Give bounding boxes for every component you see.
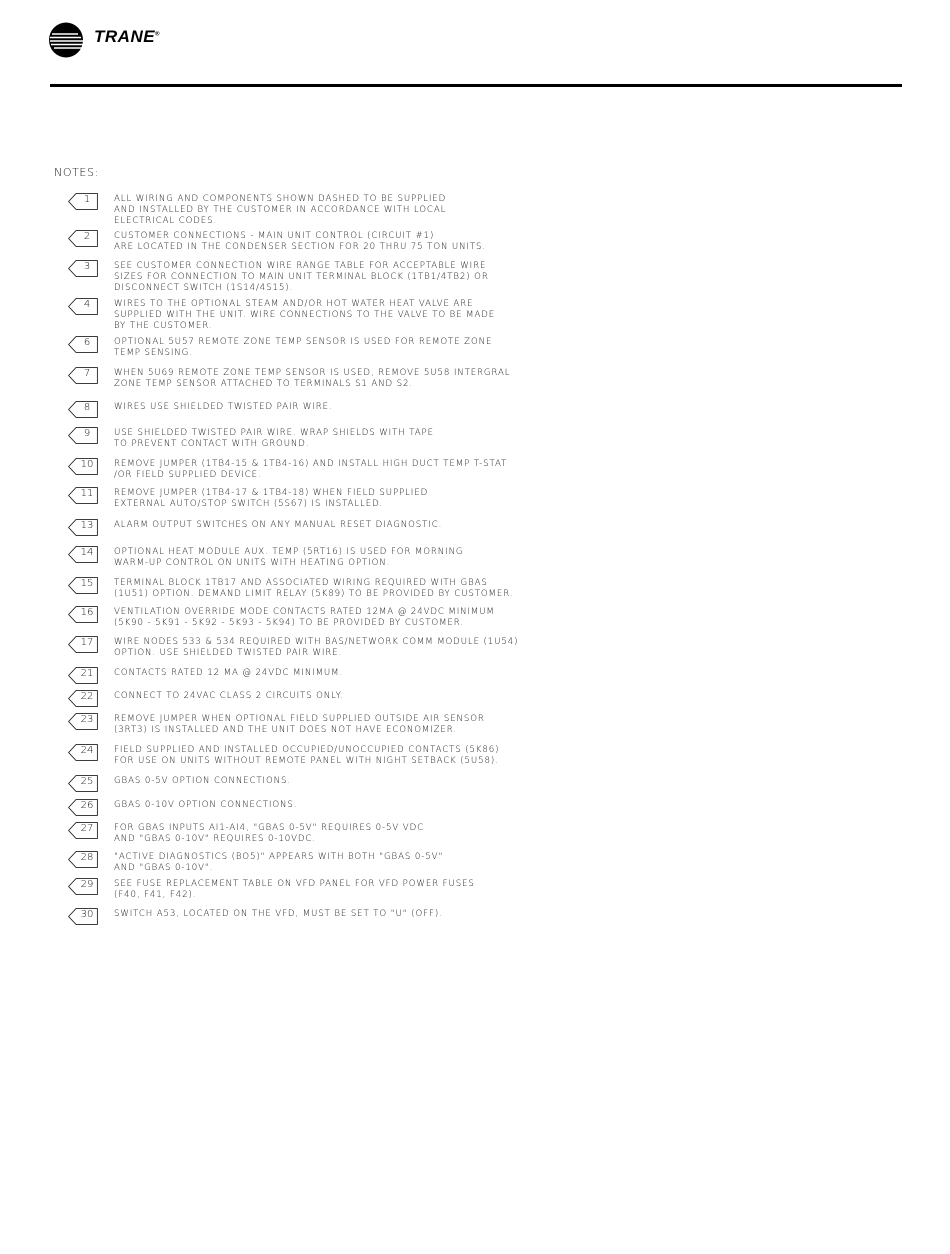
- note-number: 11: [80, 488, 94, 499]
- note-number: 21: [80, 668, 94, 679]
- note-number-tag: [68, 908, 98, 924]
- note-number: 15: [80, 578, 94, 589]
- note-number-tag: [68, 577, 98, 593]
- note-number-tag: [68, 546, 98, 562]
- note-number-tag: [68, 713, 98, 729]
- note-number: 22: [80, 691, 94, 702]
- note-number-tag: [68, 367, 98, 383]
- trane-logo: [48, 21, 188, 59]
- note-number: 1: [83, 194, 91, 205]
- note-number-tag: [68, 878, 98, 894]
- note-number-tag: [68, 458, 98, 474]
- note-number-tag: [68, 799, 98, 815]
- note-text: OPTIONAL 5U57 REMOTE ZONE TEMP SENSOR IS USED FOR REMOTE ZONE TEMP SENSING.: [114, 337, 493, 358]
- trane-globe-icon: [48, 21, 88, 59]
- note-number: 9: [83, 428, 91, 439]
- note-number-tag: [68, 606, 98, 622]
- note-text: CONNECT TO 24VAC CLASS 2 CIRCUITS ONLY.: [114, 691, 344, 701]
- note-number-tag: [68, 260, 98, 276]
- note-number: 28: [80, 852, 94, 863]
- note-text: SEE CUSTOMER CONNECTION WIRE RANGE TABLE FOR ACCEPTABLE WIRE SIZES FOR CONNECTION TO MAIN UNIT TERMINAL BLOCK (1TB1/4TB2) OR DISCONNECT SWITCH (1S14/4S15).: [114, 261, 489, 293]
- note-number-tag: [68, 851, 98, 867]
- note-number: 29: [80, 879, 94, 890]
- note-number-tag: [68, 775, 98, 791]
- note-text: GBAS 0-10V OPTION CONNECTIONS.: [114, 800, 298, 810]
- note-text: SWITCH A53, LOCATED ON THE VFD, MUST BE SET TO "U" (OFF).: [114, 909, 443, 919]
- note-number-tag: [68, 487, 98, 503]
- note-number: 10: [80, 459, 94, 470]
- note-text: USE SHIELDED TWISTED PAIR WIRE. WRAP SHIELDS WITH TAPE TO PREVENT CONTACT WITH GROUND.: [114, 428, 434, 449]
- note-text: "ACTIVE DIAGNOSTICS (BO5)" APPEARS WITH BOTH "GBAS 0-5V" AND "GBAS 0-10V".: [114, 852, 444, 873]
- note-number-tag: [68, 744, 98, 760]
- note-number-tag: [68, 193, 98, 209]
- note-text: REMOVE JUMPER WHEN OPTIONAL FIELD SUPPLIED OUTSIDE AIR SENSOR (3RT3) IS INSTALLED AND THE UNIT DOES NOT HAVE ECONOMIZER.: [114, 714, 485, 735]
- note-number: 6: [83, 337, 91, 348]
- note-text: WIRE NODES 533 & 534 REQUIRED WITH BAS/NETWORK COMM MODULE (1U54) OPTION. USE SHIELDED TWISTED PAIR WIRE.: [114, 637, 519, 658]
- note-text: REMOVE JUMPER (1TB4-17 & 1TB4-18) WHEN FIELD SUPPLIED EXTERNAL AUTO/STOP SWITCH (5S67) IS INSTALLED.: [114, 488, 429, 509]
- note-text: GBAS 0-5V OPTION CONNECTIONS.: [114, 776, 291, 786]
- brand-wordmark: TRANE®: [94, 27, 160, 46]
- note-number-tag: [68, 401, 98, 417]
- note-text: FOR GBAS INPUTS AI1-AI4, "GBAS 0-5V" REQUIRES 0-5V VDC AND "GBAS 0-10V" REQUIRES 0-10VDC.: [114, 823, 424, 844]
- note-number-tag: [68, 230, 98, 246]
- page-header: [0, 0, 950, 90]
- note-number: 14: [80, 547, 94, 558]
- note-number: 17: [80, 637, 94, 648]
- note-text: FIELD SUPPLIED AND INSTALLED OCCUPIED/UNOCCUPIED CONTACTS (5K86) FOR USE ON UNITS WITHOUT REMOTE PANEL WITH NIGHT SETBACK (5U58).: [114, 745, 500, 766]
- note-number: 13: [80, 520, 94, 531]
- note-text: VENTILATION OVERRIDE MODE CONTACTS RATED 12MA @ 24VDC MINIMUM (5K90 - 5K91 - 5K92 - 5K93 - 5K94) TO BE PROVIDED BY CUSTOMER.: [114, 607, 495, 628]
- note-number: 7: [83, 368, 91, 379]
- note-text: WIRES USE SHIELDED TWISTED PAIR WIRE.: [114, 402, 333, 412]
- note-text: TERMINAL BLOCK 1TB17 AND ASSOCIATED WIRING REQUIRED WITH GBAS (1U51) OPTION. DEMAND LIMIT RELAY (5K89) TO BE PROVIDED BY CUSTOMER.: [114, 578, 514, 599]
- note-number: 24: [80, 745, 94, 756]
- note-text: ALARM OUTPUT SWITCHES ON ANY MANUAL RESET DIAGNOSTIC.: [114, 520, 443, 530]
- note-number: 23: [80, 714, 94, 725]
- note-number: 16: [80, 607, 94, 618]
- note-number: 8: [83, 402, 91, 413]
- note-text: CONTACTS RATED 12 MA @ 24VDC MINIMUM.: [114, 668, 344, 678]
- note-number-tag: [68, 336, 98, 352]
- note-text: ALL WIRING AND COMPONENTS SHOWN DASHED TO BE SUPPLIED AND INSTALLED BY THE CUSTOMER IN ACCORDANCE WITH LOCAL ELECTRICAL CODES.: [114, 194, 447, 226]
- note-number: 27: [80, 823, 94, 834]
- notes-heading: NOTES:: [54, 166, 99, 179]
- note-number-tag: [68, 690, 98, 706]
- note-number-tag: [68, 636, 98, 652]
- note-text: REMOVE JUMPER (1TB4-15 & 1TB4-16) AND INSTALL HIGH DUCT TEMP T-STAT /OR FIELD SUPPLIED DEVICE.: [114, 459, 508, 480]
- note-number-tag: [68, 298, 98, 314]
- note-number-tag: [68, 519, 98, 535]
- note-text: SEE FUSE REPLACEMENT TABLE ON VFD PANEL FOR VFD POWER FUSES (F40, F41, F42).: [114, 879, 475, 900]
- note-text: OPTIONAL HEAT MODULE AUX. TEMP (5RT16) IS USED FOR MORNING WARM-UP CONTROL ON UNITS WITH HEATING OPTION.: [114, 547, 464, 568]
- header-divider: [50, 84, 902, 87]
- note-text: WIRES TO THE OPTIONAL STEAM AND/OR HOT WATER HEAT VALVE ARE SUPPLIED WITH THE UNIT. WIRE CONNECTIONS TO THE VALVE TO BE MADE BY THE CUSTOMER.: [114, 299, 496, 331]
- note-number: 30: [80, 909, 94, 920]
- note-number-tag: [68, 822, 98, 838]
- note-number: 2: [83, 231, 91, 242]
- note-text: WHEN 5U69 REMOTE ZONE TEMP SENSOR IS USED, REMOVE 5U58 INTERGRAL ZONE TEMP SENSOR ATTACHED TO TERMINALS S1 AND S2.: [114, 368, 511, 389]
- note-number: 3: [83, 261, 91, 272]
- note-number: 4: [83, 299, 91, 310]
- note-text: CUSTOMER CONNECTIONS - MAIN UNIT CONTROL (CIRCUIT #1) ARE LOCATED IN THE CONDENSER SECTION FOR 20 THRU 75 TON UNITS.: [114, 231, 487, 252]
- note-number-tag: [68, 427, 98, 443]
- note-number-tag: [68, 667, 98, 683]
- note-number: 26: [80, 800, 94, 811]
- note-number: 25: [80, 776, 94, 787]
